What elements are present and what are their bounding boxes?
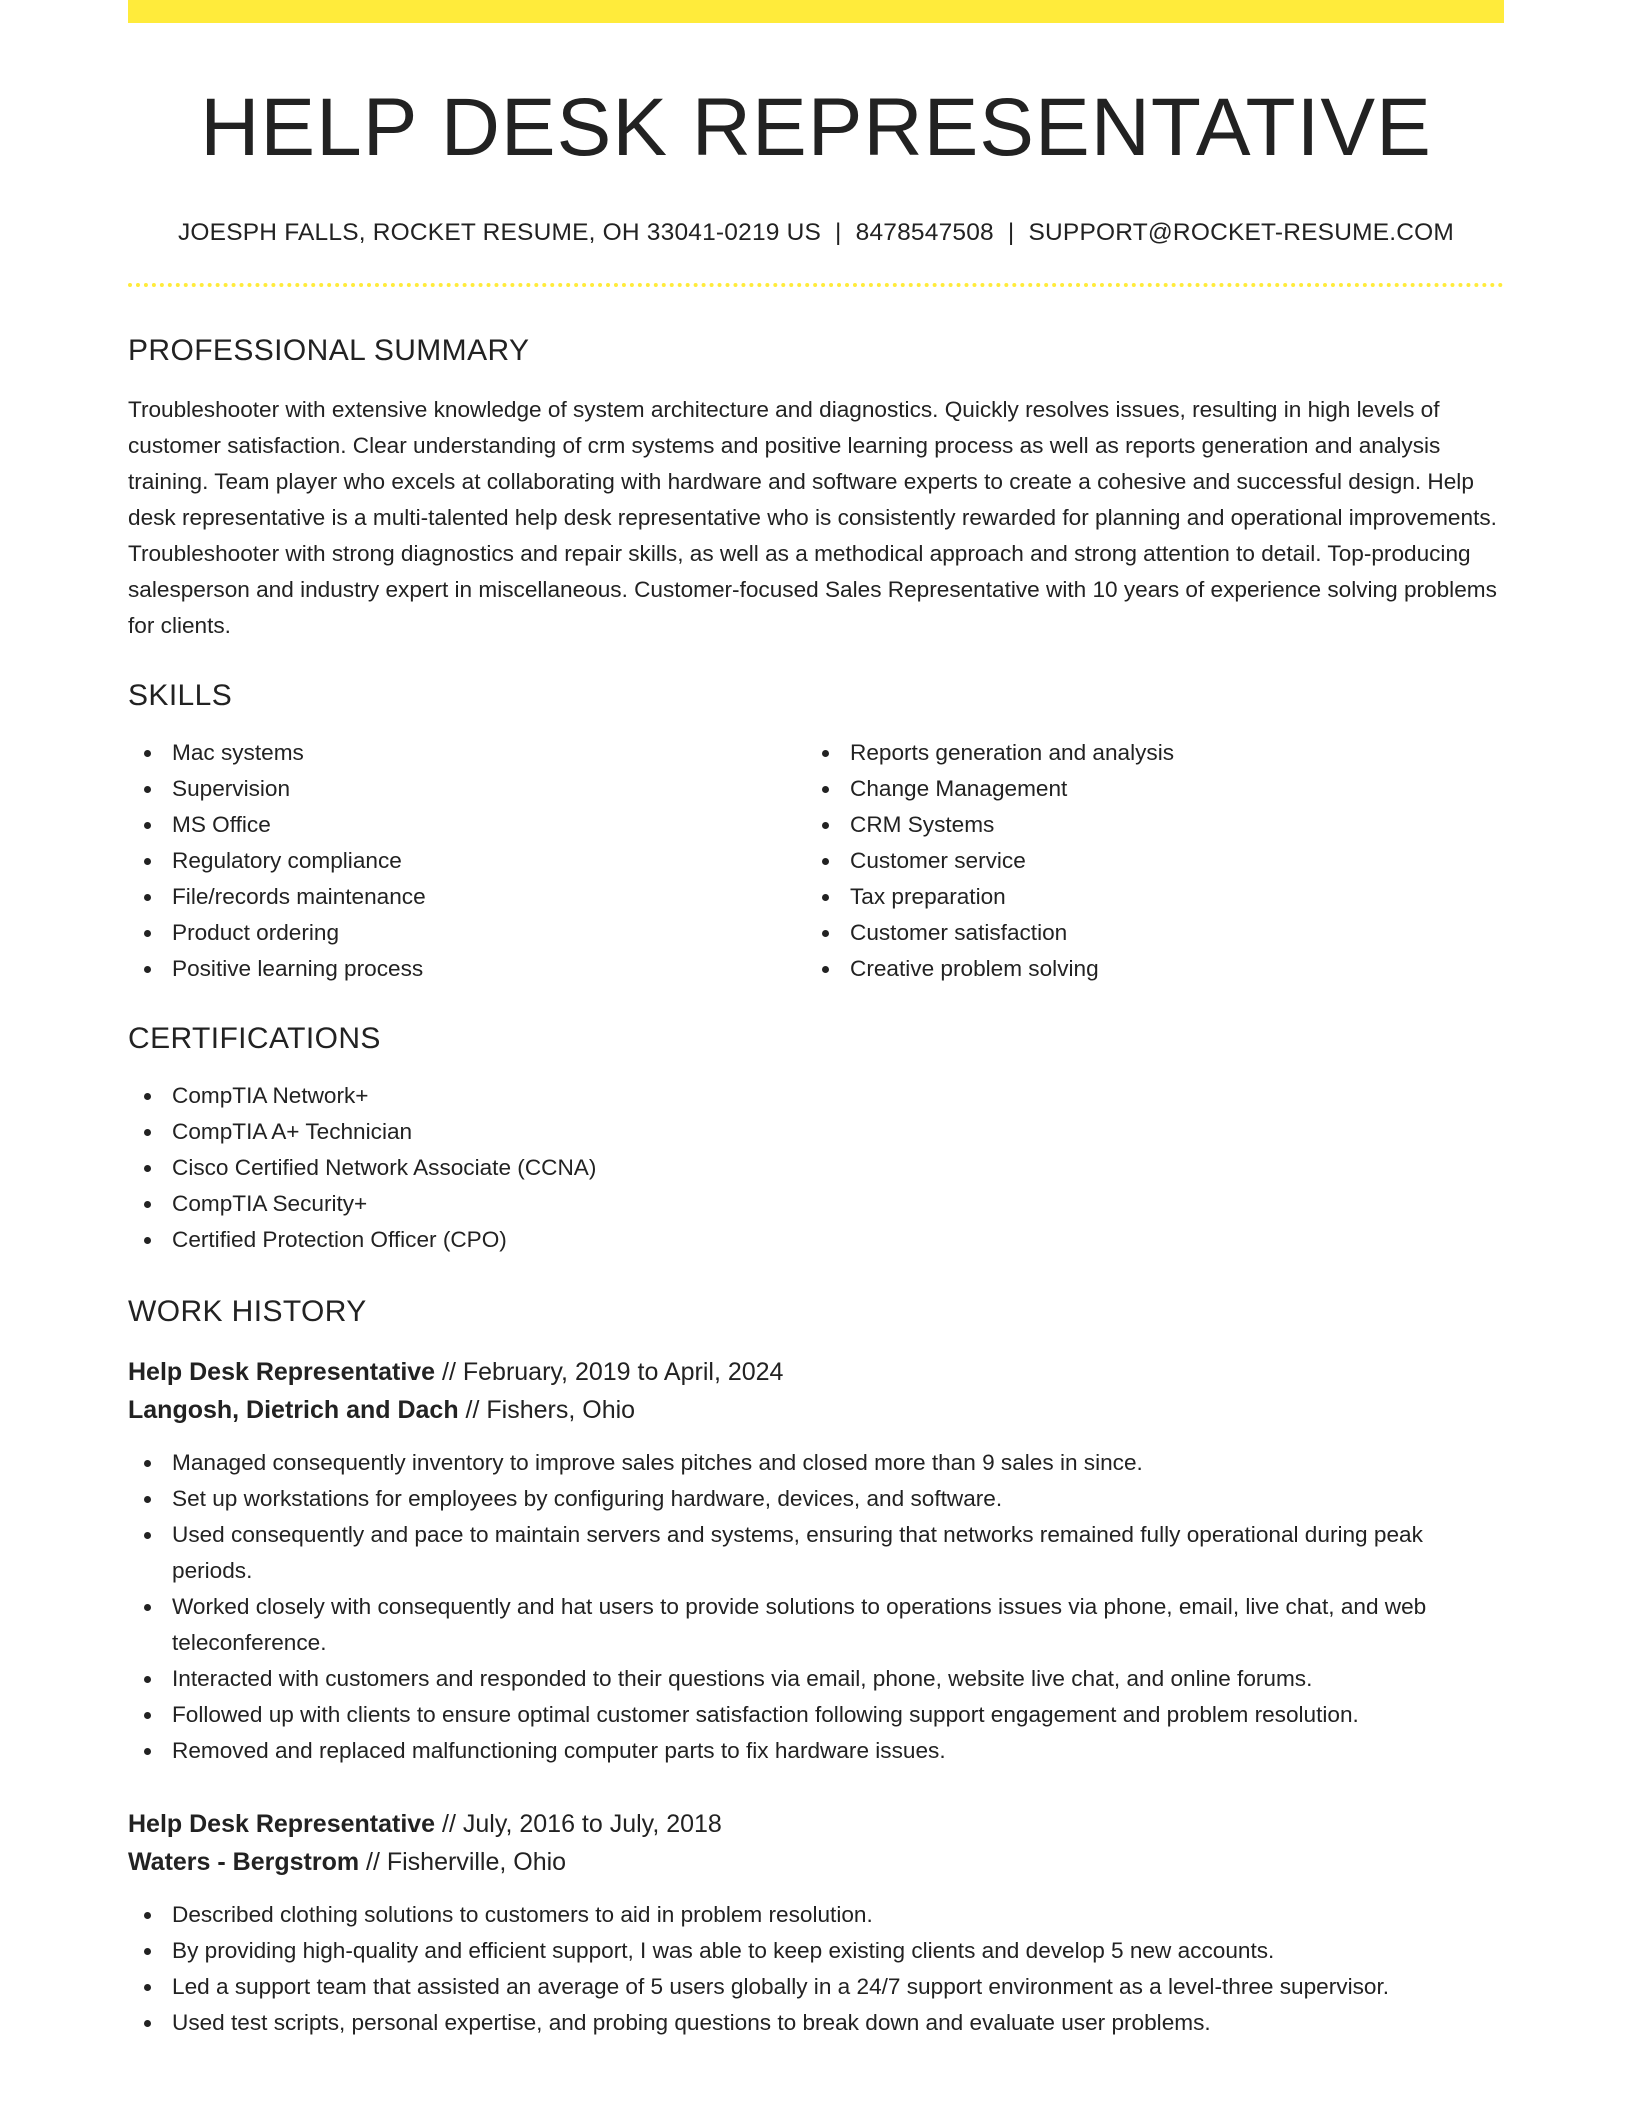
- list-item: Product ordering: [172, 915, 806, 951]
- job-bullets: [128, 1897, 1504, 2041]
- job-entry: [128, 1353, 1504, 1769]
- list-item: File/records maintenance: [172, 879, 806, 915]
- skills-columns: [128, 735, 1504, 987]
- contact-line: [128, 219, 1504, 247]
- list-item: Regulatory compliance: [172, 843, 806, 879]
- job-dates: // February, 2019 to April, 2024: [435, 1358, 784, 1387]
- list-item: MS Office: [172, 807, 806, 843]
- skills-list-left: [128, 735, 806, 987]
- list-item: CompTIA Security+: [172, 1186, 1504, 1222]
- certifications-heading: CERTIFICATIONS: [128, 1022, 381, 1056]
- list-item: Supervision: [172, 771, 806, 807]
- list-item: Creative problem solving: [850, 951, 1484, 987]
- job-company: Langosh, Dietrich and Dach: [128, 1396, 459, 1425]
- list-item: Led a support team that assisted an average of 5 users globally in a 24/7 support environment as a level-three supervisor.: [172, 1969, 1504, 2005]
- skills-list-right: [806, 735, 1484, 987]
- job-dates: // July, 2016 to July, 2018: [435, 1810, 722, 1839]
- accent-bar: [128, 0, 1504, 23]
- list-item: Managed consequently inventory to improve sales pitches and closed more than 9 sales in since.: [172, 1445, 1504, 1481]
- dotted-divider: [128, 283, 1504, 287]
- list-item: Cisco Certified Network Associate (CCNA): [172, 1150, 1504, 1186]
- job-bullets: [128, 1445, 1504, 1769]
- list-item: Mac systems: [172, 735, 806, 771]
- list-item: Removed and replaced malfunctioning computer parts to fix hardware issues.: [172, 1733, 1504, 1769]
- list-item: Followed up with clients to ensure optimal customer satisfaction following support engagement and problem resolution.: [172, 1697, 1504, 1733]
- address: JOESPH FALLS, ROCKET RESUME, OH 33041-0219 US: [177, 219, 822, 247]
- job-title-line: [128, 1805, 1504, 1843]
- resume-title: HELP DESK REPRESENTATIVE: [200, 82, 1432, 173]
- list-item: By providing high-quality and efficient support, I was able to keep existing clients and develop 5 new accounts.: [172, 1933, 1504, 1969]
- job-location: // Fishers, Ohio: [458, 1396, 636, 1425]
- contact-separator: |: [835, 219, 842, 247]
- list-item: Certified Protection Officer (CPO): [172, 1222, 1504, 1258]
- job-title: Help Desk Representative: [128, 1358, 436, 1387]
- list-item: Used test scripts, personal expertise, and probing questions to break down and evaluate user problems.: [172, 2005, 1504, 2041]
- list-item: CompTIA Network+: [172, 1078, 1504, 1114]
- list-item: Described clothing solutions to customers to aid in problem resolution.: [172, 1897, 1504, 1933]
- email: SUPPORT@ROCKET-RESUME.COM: [1028, 219, 1455, 247]
- job-title: Help Desk Representative: [128, 1810, 436, 1839]
- job-location: // Fisherville, Ohio: [359, 1848, 567, 1877]
- list-item: Reports generation and analysis: [850, 735, 1484, 771]
- work-history-heading: WORK HISTORY: [128, 1295, 367, 1329]
- list-item: Worked closely with consequently and hat users to provide solutions to operations issues via phone, email, live chat, and web teleconference.: [172, 1589, 1504, 1661]
- contact-separator: |: [1007, 219, 1015, 247]
- list-item: Set up workstations for employees by configuring hardware, devices, and software.: [172, 1481, 1504, 1517]
- certifications-list: [128, 1078, 1504, 1258]
- list-item: CompTIA A+ Technician: [172, 1114, 1504, 1150]
- job-title-line: [128, 1353, 1504, 1391]
- list-item: Tax preparation: [850, 879, 1484, 915]
- list-item: Change Management: [850, 771, 1484, 807]
- job-company-line: [128, 1391, 1504, 1429]
- job-company: Waters - Bergstrom: [128, 1848, 360, 1877]
- phone: 8478547508: [855, 219, 994, 247]
- resume-page: [128, 0, 1504, 2041]
- list-item: Customer service: [850, 843, 1484, 879]
- job-entry: [128, 1805, 1504, 2041]
- list-item: Customer satisfaction: [850, 915, 1484, 951]
- list-item: Used consequently and pace to maintain servers and systems, ensuring that networks remained fully operational during peak periods.: [172, 1517, 1504, 1589]
- skills-heading: SKILLS: [128, 679, 233, 713]
- list-item: Positive learning process: [172, 951, 806, 987]
- list-item: CRM Systems: [850, 807, 1484, 843]
- list-item: Interacted with customers and responded to their questions via email, phone, website live chat, and online forums.: [172, 1661, 1504, 1697]
- job-company-line: [128, 1843, 1504, 1881]
- summary-heading: PROFESSIONAL SUMMARY: [128, 334, 530, 368]
- summary-text: Troubleshooter with extensive knowledge of system architecture and diagnostics. Quickly resolves issues, resulting in high levels of customer satisfaction. Clear understanding of crm systems and positive learning process as well as reports generation and analysis training. Team player who excels at collaborating with hardware and software experts to create a cohesive and successful design. Help desk representative is a multi-talented help desk representative who is consistently rewarded for planning and operational improvements. Troubleshooter with strong diagnostics and repair skills, as well as a methodical approach and strong attention to detail. Top-producing salesperson and industry expert in miscellaneous. Customer-focused Sales Representative with 10 years of experience solving problems for clients.: [128, 397, 1497, 639]
